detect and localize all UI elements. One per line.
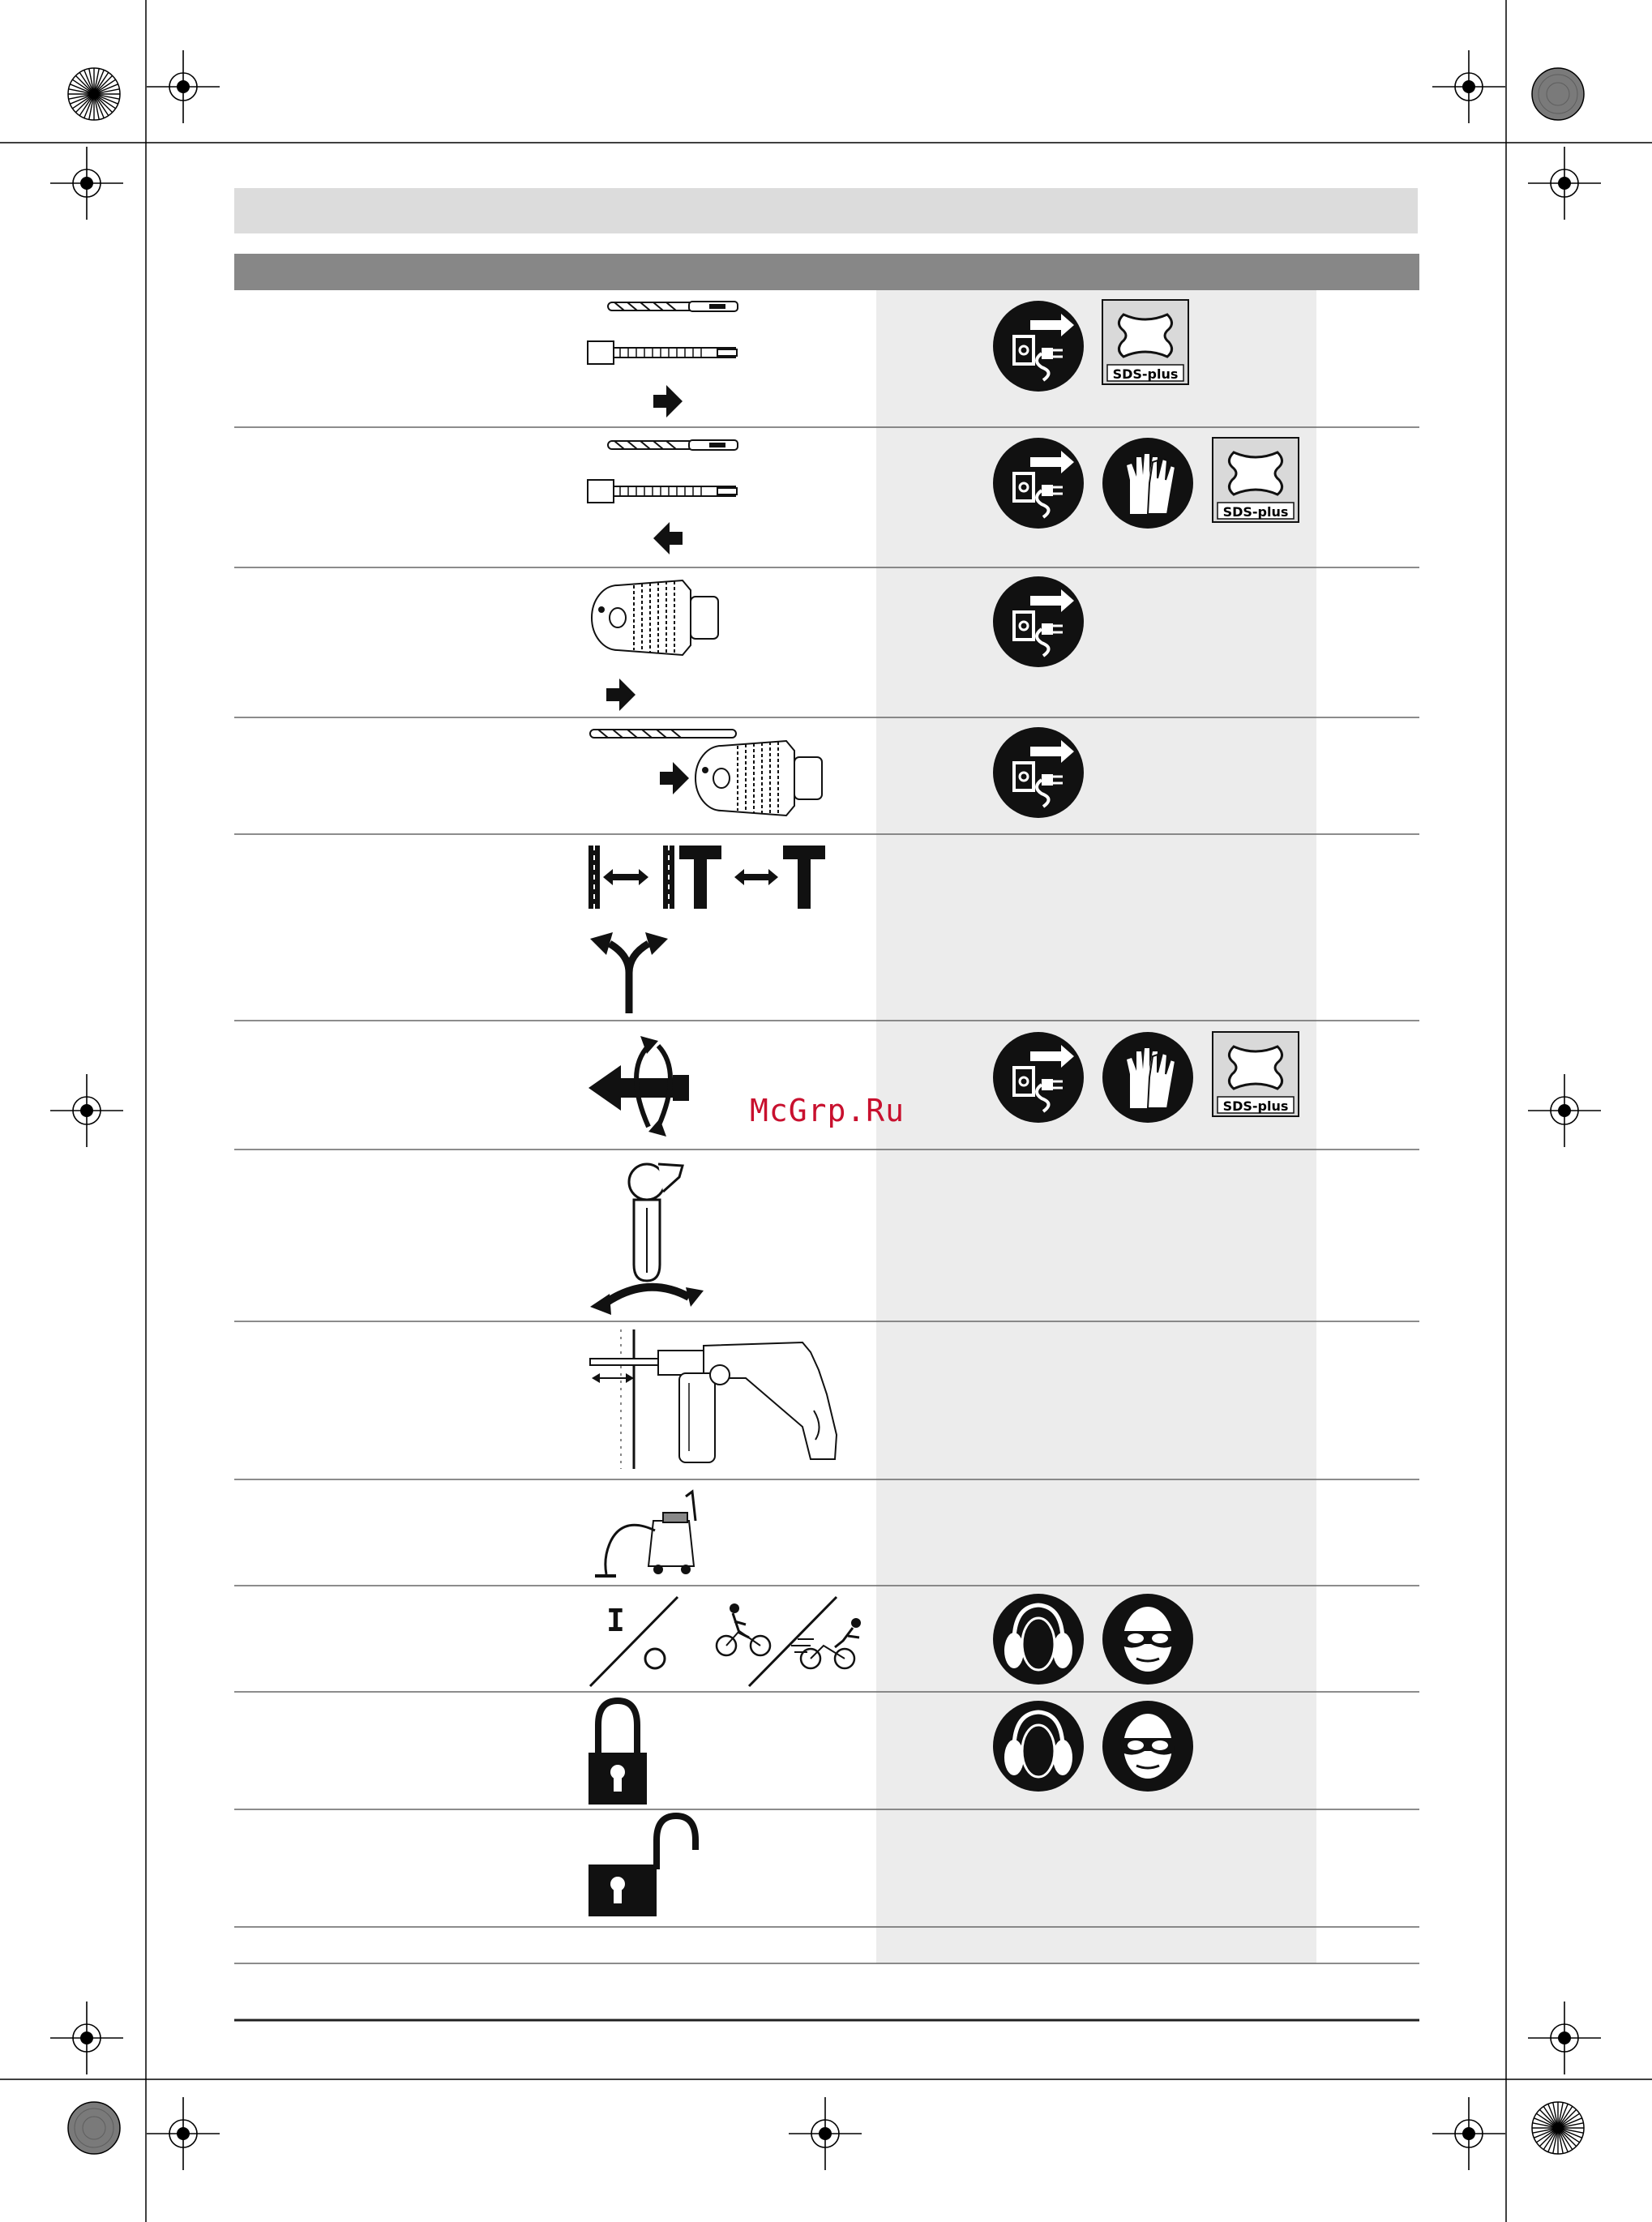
drill-bit-into-chuck-icon — [590, 730, 822, 816]
unplug-icon — [993, 1032, 1084, 1123]
switch-on-label: I — [606, 1603, 625, 1638]
gloves-icon — [1102, 438, 1193, 529]
crosshair-icon — [1432, 50, 1505, 123]
grey-disc-icon — [68, 2102, 120, 2154]
crosshair-icon — [1528, 2002, 1601, 2074]
spoke-wheel-icon — [68, 68, 120, 120]
dust-extraction-icon — [595, 1492, 695, 1576]
switch-unlock-icon — [588, 1816, 695, 1916]
crosshair-icon — [1528, 147, 1601, 220]
crosshair-icon — [50, 147, 123, 220]
notes-column — [876, 290, 1316, 1963]
switch-lock-icon — [588, 1701, 647, 1805]
sds-bit-insert-icon — [588, 302, 738, 417]
sds-plus-label: SDS-plus — [1112, 366, 1179, 382]
depth-stop-icon — [590, 1329, 837, 1469]
spoke-wheel-icon — [1532, 2102, 1584, 2154]
crosshair-icon — [147, 2097, 220, 2170]
sds-plus-label: SDS-plus — [1222, 1098, 1289, 1114]
sds-bit-remove-icon — [588, 440, 738, 554]
ear-protection-icon — [993, 1701, 1084, 1792]
ear-protection-icon — [993, 1594, 1084, 1685]
unplug-icon — [993, 727, 1084, 818]
watermark-text: McGrp.Ru — [750, 1093, 905, 1128]
sds-plus-label: SDS-plus — [1222, 504, 1289, 520]
eye-protection-icon — [1102, 1594, 1193, 1685]
crosshair-icon — [789, 2097, 862, 2170]
on-off-speed-icon — [590, 1597, 861, 1686]
mode-selection-icon — [588, 846, 825, 1013]
gloves-icon — [1102, 1032, 1193, 1123]
unplug-icon — [993, 576, 1084, 667]
crosshair-icon — [50, 2002, 123, 2074]
unplug-icon — [993, 301, 1084, 392]
header-bar-light — [234, 188, 1418, 233]
unplug-icon — [993, 438, 1084, 529]
crosshair-icon — [1528, 1074, 1601, 1147]
crosshair-icon — [147, 50, 220, 123]
chisel-position-icon — [588, 1036, 689, 1137]
crosshair-icon — [50, 1074, 123, 1147]
eye-protection-icon — [1102, 1701, 1193, 1792]
grey-disc-icon — [1532, 68, 1584, 120]
crosshair-icon — [1432, 2097, 1505, 2170]
header-bar-dark — [234, 254, 1419, 290]
auxiliary-handle-icon — [590, 1164, 704, 1315]
chuck-attach-icon — [592, 580, 718, 711]
